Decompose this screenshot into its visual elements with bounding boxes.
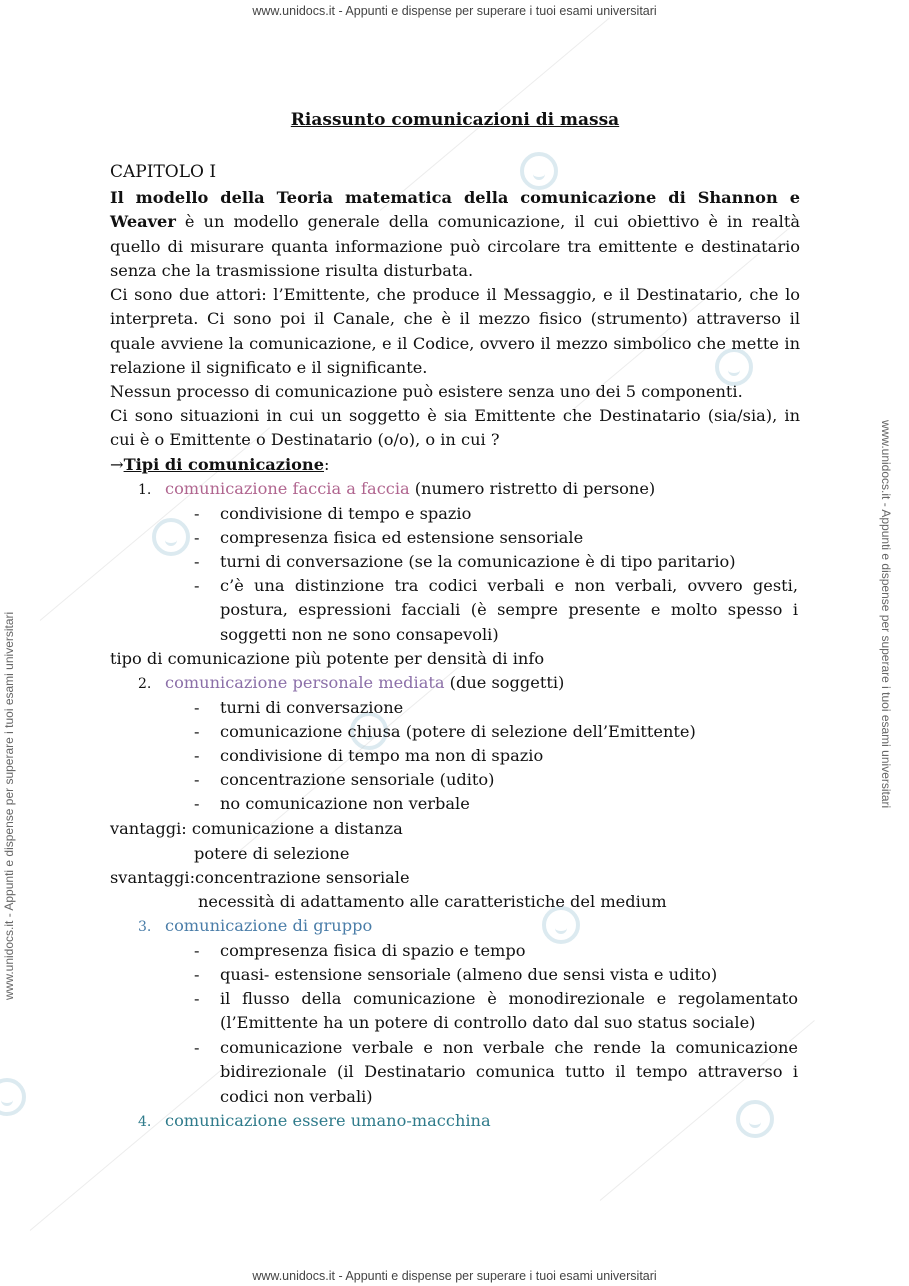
list-item-2 xyxy=(138,671,565,696)
arrow-right-icon: → xyxy=(110,455,124,474)
types-heading: Tipi di comunicazione xyxy=(123,455,325,474)
bullet-text: turni di conversazione (se la comunicazione è di tipo paritario) xyxy=(220,552,736,571)
paragraph-shannon-weaver-rest: è un modello generale della comunicazione, il cui obiettivo è in realtà quello di misurare quanta informazione può circolare tra emittente e destinatario senza che la trasmissione risulta disturbata. xyxy=(110,212,800,280)
bullet-text: turni di conversazione xyxy=(220,698,404,717)
bullet-dash: - xyxy=(194,965,200,984)
bullet-text: comunicazione chiusa (potere di selezione dell’Emittente) xyxy=(220,722,696,741)
bullet-text: il flusso della comunicazione è monodirezionale e regolamentato (l’Emittente ha un potere di controllo dato dal suo status sociale) xyxy=(220,989,798,1033)
list-item-name: comunicazione faccia a faccia xyxy=(165,479,410,498)
list-item-number: 2. xyxy=(138,676,152,692)
bullet-text: no comunicazione non verbale xyxy=(220,794,470,813)
paragraph-shannon-weaver-bold: Il modello della Teoria matematica della comunicazione di Shannon e Weaver xyxy=(110,188,800,232)
unidocs-logo-icon xyxy=(152,518,190,556)
bullet-text: c’è una distinzione tra codici verbali e non verbali, ovvero gesti, postura, espressioni facciali (è sempre presente e molto spesso i soggetti non ne sono consapevoli) xyxy=(220,576,798,644)
list-item-name: comunicazione di gruppo xyxy=(165,916,373,935)
item1-summary: tipo di comunicazione più potente per densità di info xyxy=(110,649,545,668)
bullet-dash: - xyxy=(194,770,200,789)
bullet-dash: - xyxy=(194,722,200,741)
svantaggi-label: svantaggi: xyxy=(110,868,196,887)
paragraph-components: Nessun processo di comunicazione può esistere senza uno dei 5 componenti. xyxy=(110,382,743,401)
svantaggi-line-2: necessità di adattamento alle caratteristiche del medium xyxy=(198,892,667,911)
list-item-1 xyxy=(138,477,656,502)
vantaggi-label: vantaggi: xyxy=(110,819,192,838)
bullet-text: condivisione di tempo e spazio xyxy=(220,504,472,523)
list-item-number: 3. xyxy=(138,919,152,935)
list-item-3 xyxy=(138,914,373,939)
watermark-footer xyxy=(0,1269,909,1283)
watermark-left: www.unidocs.it - Appunti e dispense per superare i tuoi esami universitari xyxy=(2,611,16,1000)
bullet-text: condivisione di tempo ma non di spazio xyxy=(220,746,544,765)
list-item-name: comunicazione personale mediata xyxy=(165,673,445,692)
bullet-dash: - xyxy=(194,552,200,571)
paragraph-situations: Ci sono situazioni in cui un soggetto è sia Emittente che Destinatario (sia/sia), in cui è o Emittente o Destinatario (o/o), o in cui ? xyxy=(110,406,800,450)
list-item-number: 1. xyxy=(138,482,152,498)
bullet-dash: - xyxy=(194,989,200,1008)
list-item-note: (numero ristretto di persone) xyxy=(409,479,656,498)
chapter-heading: CAPITOLO I xyxy=(110,162,217,182)
bullet-text: compresenza fisica ed estensione sensoriale xyxy=(220,528,584,547)
bullet-dash: - xyxy=(194,794,200,813)
list-item-note: (due soggetti) xyxy=(444,673,565,692)
bullet-text: comunicazione verbale e non verbale che rende la comunicazione bidirezionale (il Destinatario comunica tutto il tempo attraverso i codici non verbali) xyxy=(220,1038,798,1106)
watermark-header xyxy=(0,4,909,18)
bullet-dash: - xyxy=(194,941,200,960)
bullet-dash: - xyxy=(194,528,200,547)
paragraph-shannon-weaver xyxy=(110,186,800,283)
bullet-text: quasi- estensione sensoriale (almeno due sensi vista e udito) xyxy=(220,965,718,984)
list-item-name: comunicazione essere umano-macchina xyxy=(165,1111,491,1130)
bullet-dash: - xyxy=(194,504,200,523)
bullet-text: concentrazione sensoriale (udito) xyxy=(220,770,495,789)
watermark-diagonal xyxy=(30,1063,230,1231)
watermark-footer-text: www.unidocs.it - Appunti e dispense per superare i tuoi esami universitari xyxy=(252,1269,657,1283)
vantaggi-line xyxy=(110,817,403,841)
bullet-dash: - xyxy=(194,698,200,717)
unidocs-logo-icon xyxy=(520,152,558,190)
watermark-header-text: www.unidocs.it - Appunti e dispense per superare i tuoi esami universitari xyxy=(252,4,657,18)
document-title: Riassunto comunicazioni di massa xyxy=(290,110,620,130)
unidocs-logo-icon xyxy=(0,1078,26,1116)
svantaggi-value: concentrazione sensoriale xyxy=(195,868,410,887)
vantaggi-value: comunicazione a distanza xyxy=(191,819,403,838)
watermark-right: www.unidocs.it - Appunti e dispense per superare i tuoi esami universitari xyxy=(879,420,893,809)
types-heading-colon: : xyxy=(324,455,330,474)
types-heading-line xyxy=(110,453,329,477)
bullet-dash: - xyxy=(194,576,200,595)
bullet-dash: - xyxy=(194,1038,200,1057)
svantaggi-line xyxy=(110,866,410,890)
list-item-number: 4. xyxy=(138,1114,152,1130)
bullet-text: compresenza fisica di spazio e tempo xyxy=(220,941,526,960)
paragraph-actors: Ci sono due attori: l’Emittente, che produce il Messaggio, e il Destinatario, che lo interpreta. Ci sono poi il Canale, che è il mezzo fisico (strumento) attraverso il quale avviene la comunicazione, e il Codice, ovvero il mezzo simbolico che mette in relazione il significato e il significante. xyxy=(110,285,800,377)
list-item-4 xyxy=(138,1109,491,1134)
bullet-dash: - xyxy=(194,746,200,765)
vantaggi-line-2: potere di selezione xyxy=(194,844,350,863)
